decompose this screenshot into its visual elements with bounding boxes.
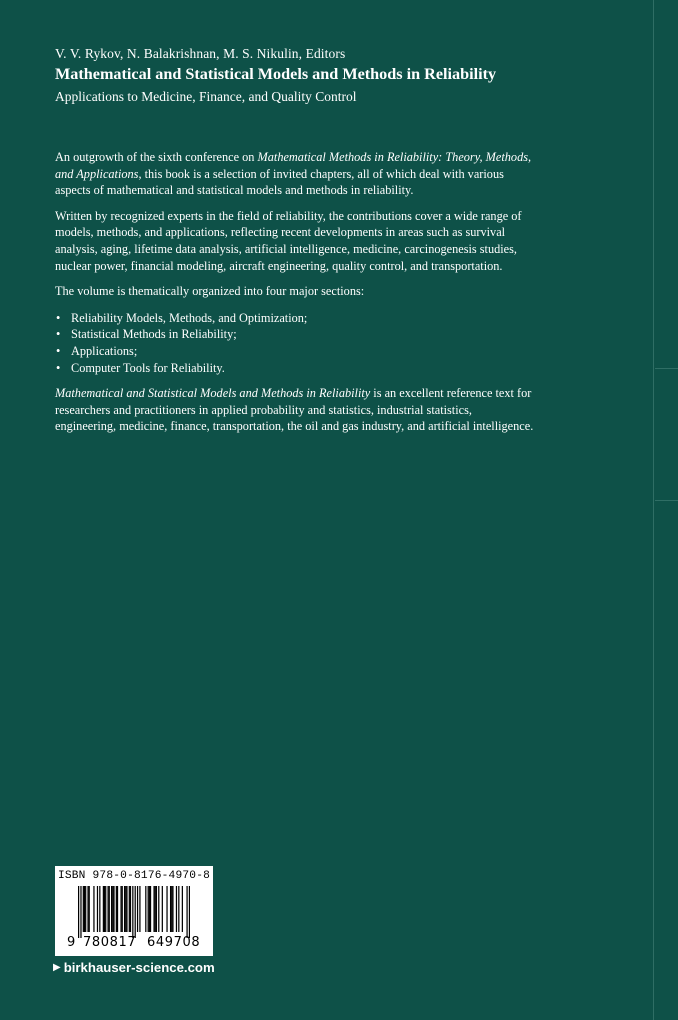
barcode-bar [186,886,187,938]
barcode-bar [84,886,85,932]
bullet-icon: • [56,360,61,375]
barcode-bar [178,886,179,932]
barcode-bar [103,886,104,932]
barcode-bar [129,886,130,932]
barcode-bar [104,886,105,932]
book-title: Mathematical and Statistical Models and Methods in Reliability [55,65,497,83]
barcode-bar [120,886,121,932]
barcode-bar [93,886,94,932]
barcode-bar [85,886,86,932]
list-item: • Applications; [56,343,138,358]
bullet-icon: • [56,327,61,342]
intro-text-end: , this book is a selection of invited chapters, all of which deal with various aspects of mathematical and statistical models and methods in reliability. [55,166,504,198]
barcode-bar [89,886,90,932]
barcode-bar [155,886,156,932]
barcode-bar [166,886,167,932]
reference-paragraph [55,385,535,435]
barcode-bar [170,886,171,932]
back-cover-text [55,45,535,435]
barcode-bar [149,886,150,932]
barcode-bar [109,886,110,932]
reference-text: is an excellent reference text for researchers and practitioners in applied probability and statistics, industrial statistics, engineering, medicine, finance, transportation, the oil and gas industry, and artificial intelligence. [55,386,534,434]
list-item: • Computer Tools for Reliability. [56,360,225,375]
spine-divider [655,368,678,369]
barcode-bar [125,886,126,932]
experts-paragraph: Written by recognized experts in the field of reliability, the contributions cover a wide range of models, methods, and applications, reflecting recent developments in areas such as survival analysis, aging, lifetime data analysis, artificial intelligence, medicine, carcinogenesis studies, nuclear power, financial modeling, aircraft engineering, quality control, and transportation. [55,208,522,273]
publisher-link[interactable] [53,960,215,975]
barcode-bar [122,886,123,932]
barcode-bar [117,886,118,932]
barcode-bar [124,886,125,932]
barcode-bar [139,886,140,932]
barcode-icon [78,886,190,938]
barcode-bar [78,886,79,938]
barcode-bar [83,886,84,932]
barcode-bar [116,886,117,932]
bullet-icon: • [56,310,61,325]
barcode-bar [126,886,127,932]
sections-intro: The volume is thematically organized into four major sections: [55,284,365,299]
barcode-bar [156,886,157,932]
barcode-bar [105,886,106,932]
barcode-bar [182,886,183,932]
list-item: • Reliability Models, Methods, and Optimization; [56,310,308,325]
barcode-digit-group: 649708 [147,935,201,950]
bullet-icon: • [56,343,61,358]
barcode-bar [162,886,163,932]
barcode-bar [189,886,190,938]
barcode-bar [97,886,98,932]
spine-edge-line [653,0,654,1020]
barcode-bar [145,886,146,932]
barcode-bar [107,886,108,932]
list-item: • Statistical Methods in Reliability; [56,327,237,342]
barcode-bar [111,886,112,932]
sections-list [55,310,535,376]
barcode-bar [171,886,172,932]
arrow-right-icon: ▶ [53,962,61,973]
conference-name: Mathematical Methods in Reliability: Theory, Methods, and Applications [55,150,532,181]
barcode-bar [172,886,173,932]
editors-line: V. V. Rykov, N. Balakrishnan, M. S. Nikulin, Editors [55,46,346,61]
publisher-url: birkhauser-science.com [63,960,215,975]
isbn-number: ISBN 978-0-8176-4970-8 [57,870,211,882]
barcode-bar [176,886,177,932]
isbn-barcode-box [55,866,213,956]
barcode-bar [113,886,114,932]
barcode-bar [150,886,151,932]
barcode-bar [99,886,100,932]
book-subtitle: Applications to Medicine, Finance, and Quality Control [55,89,357,104]
barcode-bar [153,886,154,932]
barcode-bar [80,886,81,938]
intro-text-start: An outgrowth of the sixth conference on [55,150,258,164]
barcode-bar [87,886,88,932]
barcode-bar [132,886,133,938]
barcode-bar [135,886,136,938]
barcode-digit-lead: 9 [67,935,76,950]
barcode-bar [148,886,149,932]
barcode-digit-group: 780817 [83,935,137,950]
intro-paragraph [55,149,535,199]
book-title-italic: Mathematical and Statistical Models and Methods in Reliability [55,386,371,401]
barcode-bar [130,886,131,932]
barcode-bar [112,886,113,932]
spine-divider [655,500,678,501]
barcode-bar [137,886,138,932]
barcode-bar [158,886,159,932]
